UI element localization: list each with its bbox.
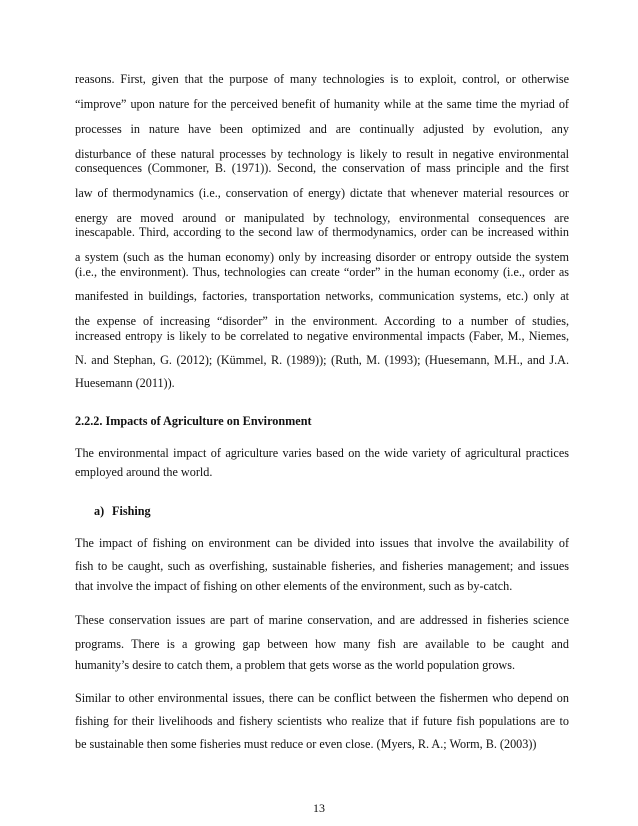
paragraph-1-line: Huesemann (2011)). bbox=[75, 376, 175, 390]
page-number: 13 bbox=[313, 801, 325, 815]
paragraph-1-line: law of thermodynamics (i.e., conservation of energy) dictate that whenever material resources or bbox=[75, 186, 569, 200]
paragraph-1-line: energy are moved around or manipulated by technology, environmental consequences are bbox=[75, 211, 569, 225]
paragraph-3-line: The impact of fishing on environment can be divided into issues that involve the availability of bbox=[75, 536, 569, 550]
paragraph-1-line: the expense of increasing “disorder” in the environment. According to a number of studies, bbox=[75, 314, 569, 328]
paragraph-1-line: manifested in buildings, factories, transportation networks, communication systems, etc.) only at bbox=[75, 289, 569, 303]
paragraph-5-line: Similar to other environmental issues, there can be conflict between the fishermen who depend on bbox=[75, 691, 569, 705]
paragraph-1-line: (i.e., the environment). Thus, technologies can create “order” in the human economy (i.e., order as bbox=[75, 265, 569, 279]
paragraph-1-line: N. and Stephan, G. (2012); (Kümmel, R. (1989)); (Ruth, M. (1993); (Huesemann, M.H., and J.A. bbox=[75, 353, 569, 367]
paragraph-3-line: fish to be caught, such as overfishing, sustainable fisheries, and fisheries management; and issues bbox=[75, 559, 569, 573]
paragraph-4-line: humanity’s desire to catch them, a problem that gets worse as the world population grows. bbox=[75, 658, 516, 672]
paragraph-1-line: processes in nature have been optimized and are continually adjusted by evolution, any bbox=[75, 122, 569, 136]
paragraph-1-line: disturbance of these natural processes by technology is likely to result in negative environmental bbox=[75, 147, 569, 161]
paragraph-1-line: increased entropy is likely to be correlated to negative environmental impacts (Faber, M., Niemes, bbox=[75, 329, 569, 343]
paragraph-5-line: be sustainable then some fisheries must reduce or even close. (Myers, R. A.; Worm, B. (2003)) bbox=[75, 737, 537, 751]
subsection-title: Fishing bbox=[112, 504, 151, 518]
paragraph-1-line: reasons. First, given that the purpose of many technologies is to exploit, control, or otherwise bbox=[75, 72, 569, 86]
paragraph-1-line: a system (such as the human economy) only by increasing disorder or entropy outside the system bbox=[75, 250, 569, 264]
subsection-heading bbox=[94, 503, 151, 519]
paragraph-2-line: employed around the world. bbox=[75, 465, 213, 479]
paragraph-4-line: programs. There is a growing gap between how many fish are available to be caught and bbox=[75, 637, 569, 651]
paragraph-2-line: The environmental impact of agriculture varies based on the wide variety of agricultural practices bbox=[75, 446, 569, 460]
paragraph-1-line: consequences (Commoner, B. (1971)). Second, the conservation of mass principle and the first bbox=[75, 161, 569, 175]
paragraph-3-line: that involve the impact of fishing on other elements of the environment, such as by-catch. bbox=[75, 579, 513, 593]
paragraph-5-line: fishing for their livelihoods and fishery scientists who realize that if future fish populations are to bbox=[75, 714, 569, 728]
section-heading: 2.2.2. Impacts of Agriculture on Environment bbox=[75, 414, 312, 428]
subsection-label: a) bbox=[94, 504, 105, 518]
paragraph-4-line: These conservation issues are part of marine conservation, and are addressed in fisheries science bbox=[75, 613, 569, 627]
paragraph-1-line: “improve” upon nature for the perceived benefit of humanity while at the same time the myriad of bbox=[75, 97, 569, 111]
paragraph-1-line: inescapable. Third, according to the second law of thermodynamics, order can be increased within bbox=[75, 225, 569, 239]
